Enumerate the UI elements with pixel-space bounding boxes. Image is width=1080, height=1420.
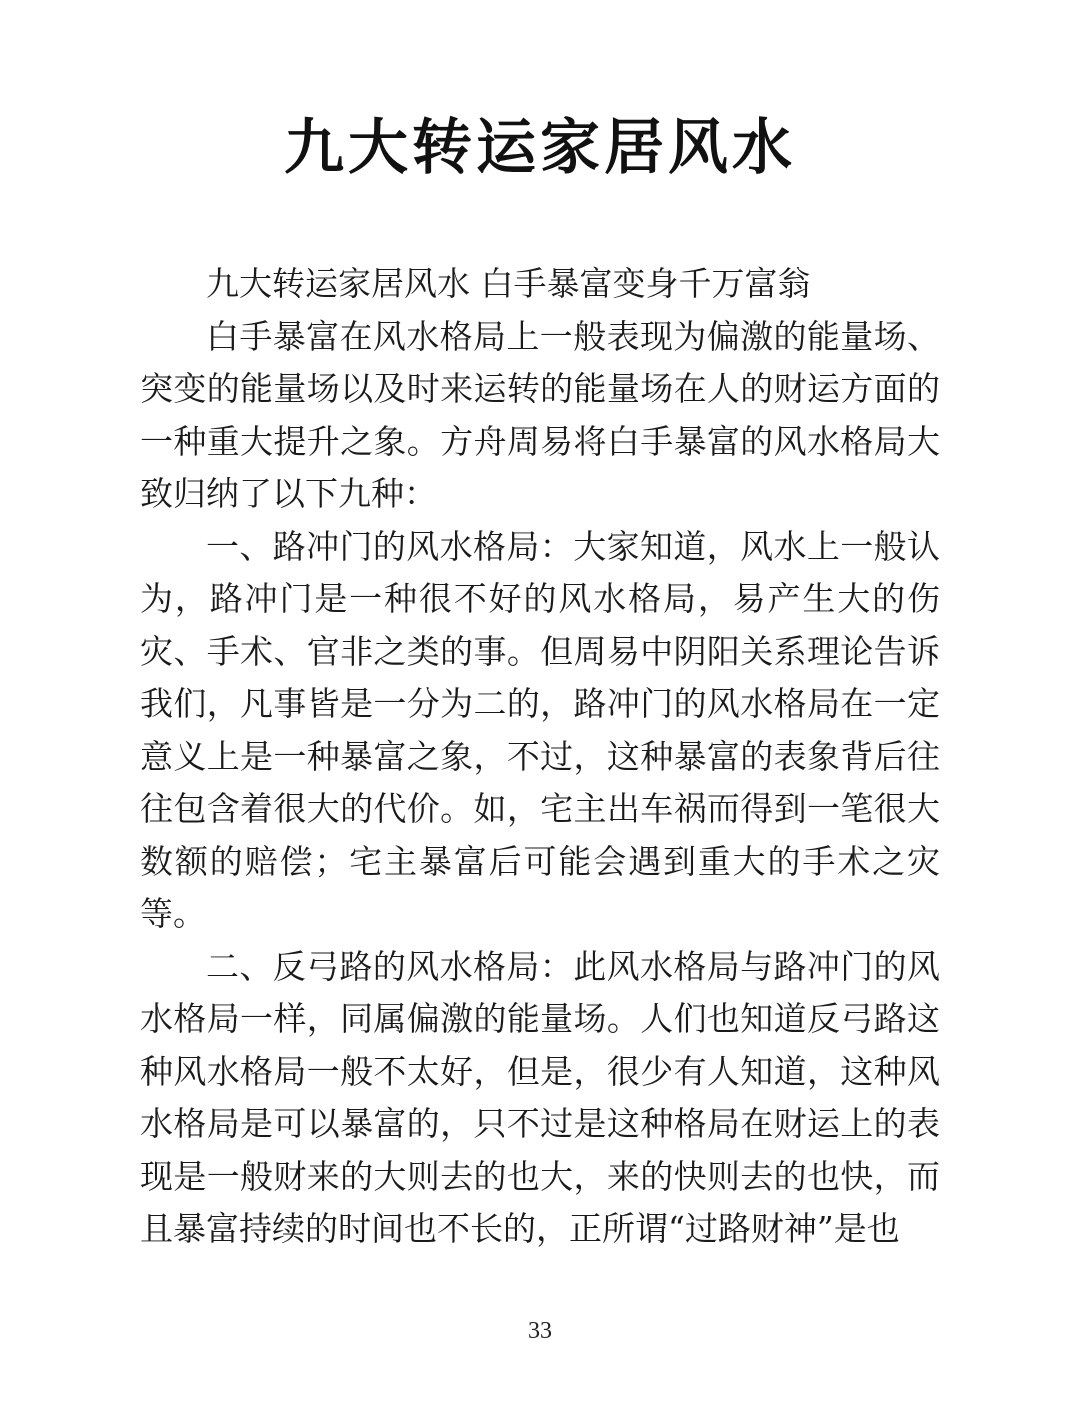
subtitle-paragraph: 九大转运家居风水 白手暴富变身千万富翁 (206, 264, 811, 303)
intro-paragraph: 白手暴富在风水格局上一般表现为偏激的能量场、突变的能量场以及时来运转的能量场在人的财运方面的一种重大提升之象。方舟周易将白手暴富的风水格局大致归纳了以下九种： (140, 316, 940, 513)
page-title: 九大转运家居风水 (284, 113, 796, 183)
section-two-paragraph: 二、反弓路的风水格局：此风水格局与路冲门的风水格局一样，同属偏激的能量场。人们也知道反弓路这种风水格局一般不太好，但是，很少有人知道，这种风水格局是可以暴富的，只不过是这种格局在财运上的表现是一般财来的大则去的也大，来的快则去的也快，而且暴富持续的时间也不长的，正所谓“过路财神”是也 (140, 946, 940, 1248)
page-number: 33 (528, 1318, 552, 1344)
section-one-paragraph: 一、路冲门的风水格局：大家知道，风水上一般认为，路冲门是一种很不好的风水格局，易产生大的伤灾、手术、官非之类的事。但周易中阴阳关系理论告诉我们，凡事皆是一分为二的，路冲门的风水格局在一定意义上是一种暴富之象，不过，这种暴富的表象背后往往包含着很大的代价。如，宅主出车祸而得到一笔很大数额的赔偿；宅主暴富后可能会遇到重大的手术之灾等。 (140, 526, 940, 933)
body-text (140, 258, 940, 1256)
